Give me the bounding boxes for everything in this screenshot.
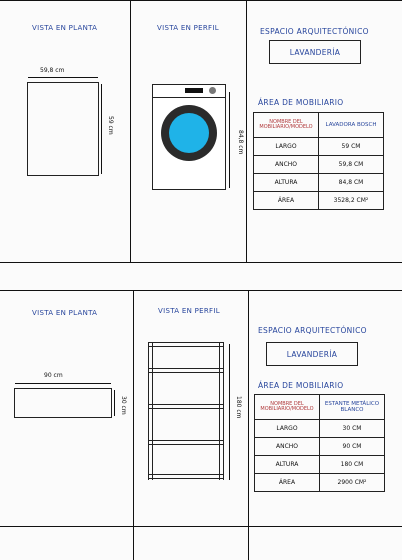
- sheet2-space-title: ESPACIO ARQUITECTÓNICO: [258, 326, 367, 335]
- row-value: 84,8 CM: [319, 174, 384, 192]
- sheet1-divider-1: [130, 0, 131, 262]
- sheet2-plan-depth-line: [114, 390, 115, 416]
- sheet2-spec-table: [254, 394, 385, 492]
- table-header-value: ESTANTE METÁLICO BLANCO: [320, 395, 385, 420]
- sheet1-plan-title: VISTA EN PLANTA: [32, 24, 98, 32]
- shelf-board-3: [148, 404, 224, 409]
- washer-display: [185, 88, 203, 93]
- sheet1-bottom-border: [0, 262, 402, 263]
- row-value: 2900 CM²: [320, 474, 385, 492]
- table-row: [255, 395, 385, 420]
- table-row: [255, 474, 385, 492]
- table-row: [254, 156, 384, 174]
- shelf-board-5: [148, 474, 224, 479]
- row-label: ANCHO: [254, 156, 319, 174]
- sheet1-spec-table: [253, 112, 384, 210]
- row-label: LARGO: [254, 138, 319, 156]
- sheet2-profile-height-dim: 180 cm: [235, 396, 242, 419]
- row-label: LARGO: [255, 420, 320, 438]
- sheet1-plan-depth-dim: 59 cm: [107, 116, 114, 135]
- shelf-post-right-inner: [219, 342, 220, 480]
- sheet1-area-title: ÁREA DE MOBILIARIO: [258, 98, 344, 107]
- shelf-plan-view: [14, 388, 112, 418]
- sheet1-plan-width-dim: 59,8 cm: [40, 67, 65, 74]
- table-row: [254, 174, 384, 192]
- sheet1-profile-height-line: [229, 92, 230, 188]
- table-header-label: NOMBRE DEL MOBILIARIO/MODELO: [255, 395, 320, 420]
- row-value: 59 CM: [319, 138, 384, 156]
- row-label: ALTURA: [255, 456, 320, 474]
- sheet2-profile-title: VISTA EN PERFIL: [158, 307, 220, 315]
- sheet2-plan-width-dim: 90 cm: [44, 372, 63, 379]
- row-label: ALTURA: [254, 174, 319, 192]
- shelf-post-left-outer: [148, 342, 149, 480]
- row-value: 180 CM: [320, 456, 385, 474]
- table-header-value: LAVADORA BOSCH: [319, 113, 384, 138]
- shelf-board-1: [148, 342, 224, 347]
- sheet2-plan-width-line: [15, 383, 111, 384]
- sheet2-bottom-border: [0, 526, 402, 527]
- sheet2-room-label: LAVANDERÍA: [266, 342, 358, 366]
- row-label: ÁREA: [255, 474, 320, 492]
- shelf-profile-view: [148, 342, 224, 480]
- sheet1-plan-width-line: [28, 77, 98, 78]
- row-value: 59,8 CM: [319, 156, 384, 174]
- row-label: ÁREA: [254, 192, 319, 210]
- sheet1-room-label: LAVANDERÍA: [269, 40, 361, 64]
- sheet1-divider-2: [246, 0, 247, 262]
- sheet1-profile-height-dim: 84,8 cm: [237, 130, 244, 155]
- sheet2-profile-height-line: [229, 344, 230, 480]
- shelf-board-4: [148, 440, 224, 445]
- row-value: 3528,2 CM²: [319, 192, 384, 210]
- shelf-post-right-outer: [223, 342, 224, 480]
- table-row: [255, 438, 385, 456]
- row-label: ANCHO: [255, 438, 320, 456]
- table-row: [254, 138, 384, 156]
- sheet1-space-title: ESPACIO ARQUITECTÓNICO: [260, 27, 369, 36]
- washer-door: [161, 105, 217, 161]
- shelf-board-2: [148, 368, 224, 373]
- row-value: 90 CM: [320, 438, 385, 456]
- washer-knob: [209, 87, 216, 94]
- table-header-label: NOMBRE DEL MOBILIARIO/MODELO: [254, 113, 319, 138]
- sheet2-top-border: [0, 290, 402, 291]
- sheet2-area-title: ÁREA DE MOBILIARIO: [258, 381, 344, 390]
- table-row: [255, 456, 385, 474]
- washer-plan-view: [27, 82, 99, 176]
- sheet2-divider-1: [133, 290, 134, 560]
- washer-control-panel: [153, 85, 225, 98]
- shelf-post-left-inner: [152, 342, 153, 480]
- table-row: [254, 113, 384, 138]
- sheet1-plan-depth-line: [101, 84, 102, 174]
- table-row: [255, 420, 385, 438]
- sheet2-plan-depth-dim: 30 cm: [120, 396, 127, 415]
- table-row: [254, 192, 384, 210]
- row-value: 30 CM: [320, 420, 385, 438]
- washer-drum: [169, 113, 209, 153]
- sheet2-plan-title: VISTA EN PLANTA: [32, 309, 98, 317]
- washer-profile-view: [152, 84, 226, 190]
- sheet1-top-border: [0, 0, 402, 1]
- sheet1-profile-title: VISTA EN PERFIL: [157, 24, 219, 32]
- sheet2-divider-2: [248, 290, 249, 560]
